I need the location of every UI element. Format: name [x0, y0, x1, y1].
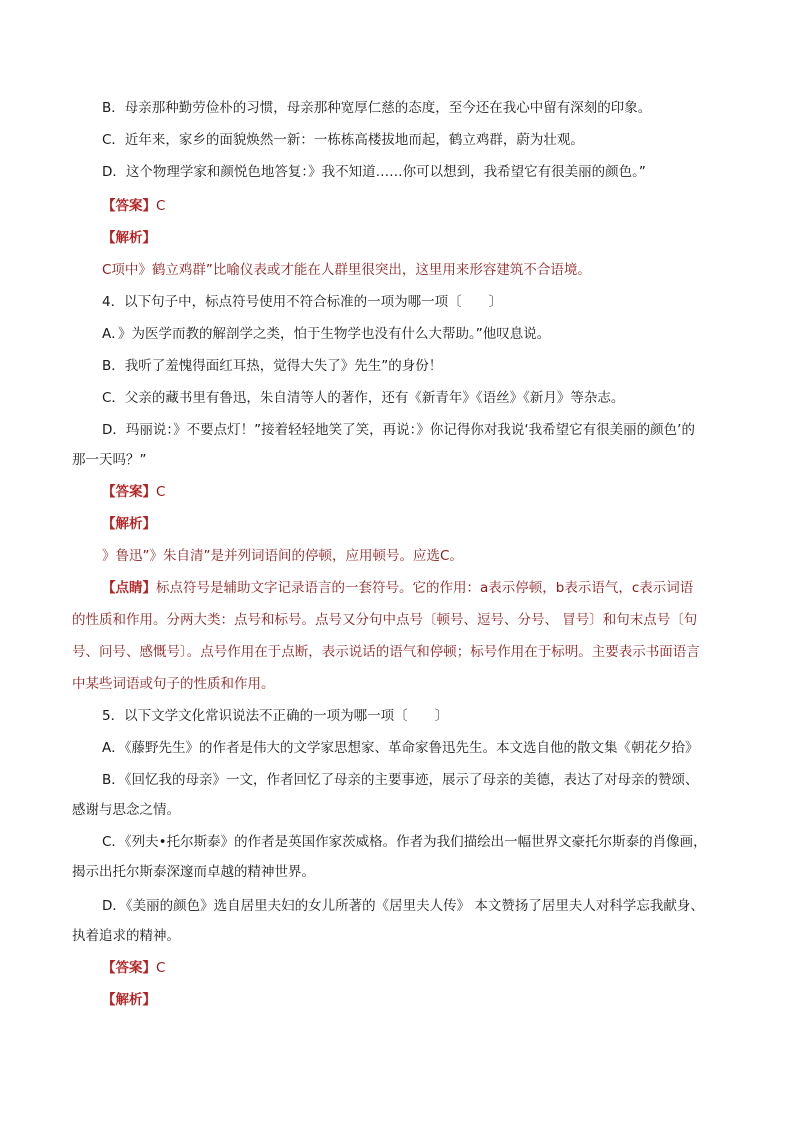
q4-analysis-tag: 【解析】	[102, 516, 156, 532]
q3-analysis-text: C项中》鹤立鸡群”比喻仪表或才能在人群里很突出，这里用来形容建筑不合语境。	[102, 262, 591, 278]
q5-option-d-line2: 执着追求的精神。	[72, 928, 180, 944]
q3-analysis-tag: 【解析】	[102, 230, 156, 246]
q4-tip-line4: 中某些词语或句子的性质和作用。	[72, 676, 275, 692]
q5-analysis-tag: 【解析】	[102, 992, 156, 1008]
q4-stem: 4．以下句子中，标点符号使用不符合标准的一项为哪一项〔 〕	[102, 294, 503, 310]
q3-option-d: D．这个物理学家和颜悦色地答复：》我不知道……你可以想到，我希望它有很美丽的颜色。”	[102, 164, 646, 180]
answer-value: C	[156, 960, 166, 976]
answer-value: C	[156, 198, 166, 214]
q4-option-b: B．我听了羞愧得面红耳热，觉得大失了》先生”的身份！	[102, 358, 443, 374]
answer-tag: 【答案】	[102, 960, 156, 976]
q5-option-c-line1: C．《列夫•托尔斯泰》的作者是英国作家茨威格。作者为我们描绘出一幅世界文豪托尔斯泰的肖像画，	[102, 834, 707, 850]
q5-option-a: A．《藤野先生》的作者是伟大的文学家思想家、革命家鲁迅先生。本文选自他的散文集《朝花夕拾》	[102, 740, 699, 756]
q5-stem: 5．以下文学文化常识说法不正确的一项为哪一项〔 〕	[102, 708, 449, 724]
q4-option-a: A．》为医学而教的解剖学之类，怕于生物学也没有什么大帮助。”他叹息说。	[102, 326, 551, 342]
q3-option-b: B．母亲那种勤劳俭朴的习惯，母亲那种宽厚仁慈的态度，至今还在我心中留有深刻的印象。	[102, 100, 652, 116]
q4-option-c: C．父亲的藏书里有鲁迅，朱自清等人的著作，还有《新青年》《语丝》《新月》等杂志。	[102, 390, 625, 406]
q3-answer	[102, 196, 793, 216]
q5-answer	[102, 958, 793, 978]
q4-tip-line1	[102, 578, 793, 598]
q5-option-b-line1: B．《回忆我的母亲》一文，作者回忆了母亲的主要事迹，展示了母亲的美德，表达了对母亲的赞颂、	[102, 772, 699, 788]
q4-answer	[102, 482, 793, 502]
answer-value: C	[156, 484, 166, 500]
answer-tag: 【答案】	[102, 484, 156, 500]
q3-option-c: C．近年来，家乡的面貌焕然一新：一栋栋高楼拔地而起，鹤立鸡群，蔚为壮观。	[102, 132, 584, 148]
q4-tip-line2: 的性质和作用。分两大类：点号和标号。点号又分句中点号〔顿号、逗号、分号、 冒号〕和句末点号〔句	[72, 612, 698, 628]
q4-tip-line3: 号、问号、感慨号〕。点号作用在于点断，表示说话的语气和停顿；标号作用在于标明。主要表示书面语言	[72, 644, 700, 660]
q4-option-d-line2: 那一天吗？”	[72, 452, 147, 468]
tip-tag: 【点睛】	[102, 580, 156, 596]
q5-option-b-line2: 感谢与思念之情。	[72, 802, 180, 818]
q4-analysis-text: 》鲁迅”》朱自清”是并列词语间的停顿，应用顿号。应选C。	[102, 548, 463, 564]
answer-tag: 【答案】	[102, 198, 156, 214]
q5-option-c-line2: 揭示出托尔斯泰深邃而卓越的精神世界。	[72, 864, 315, 880]
q4-option-d-line1: D．玛丽说：》不要点灯！”接着轻轻地笑了笑，再说：》你记得你对我说‘我希望它有很美丽的颜色’的	[102, 422, 695, 438]
tip-text: 标点符号是辅助文字记录语言的一套符号。它的作用：a表示停顿，b表示语气，c表示词语	[156, 580, 694, 596]
q5-option-d-line1: D．《美丽的颜色》选自居里夫妇的女儿所著的《居里夫人传》 本文赞扬了居里夫人对科学忘我献身、	[102, 898, 704, 914]
